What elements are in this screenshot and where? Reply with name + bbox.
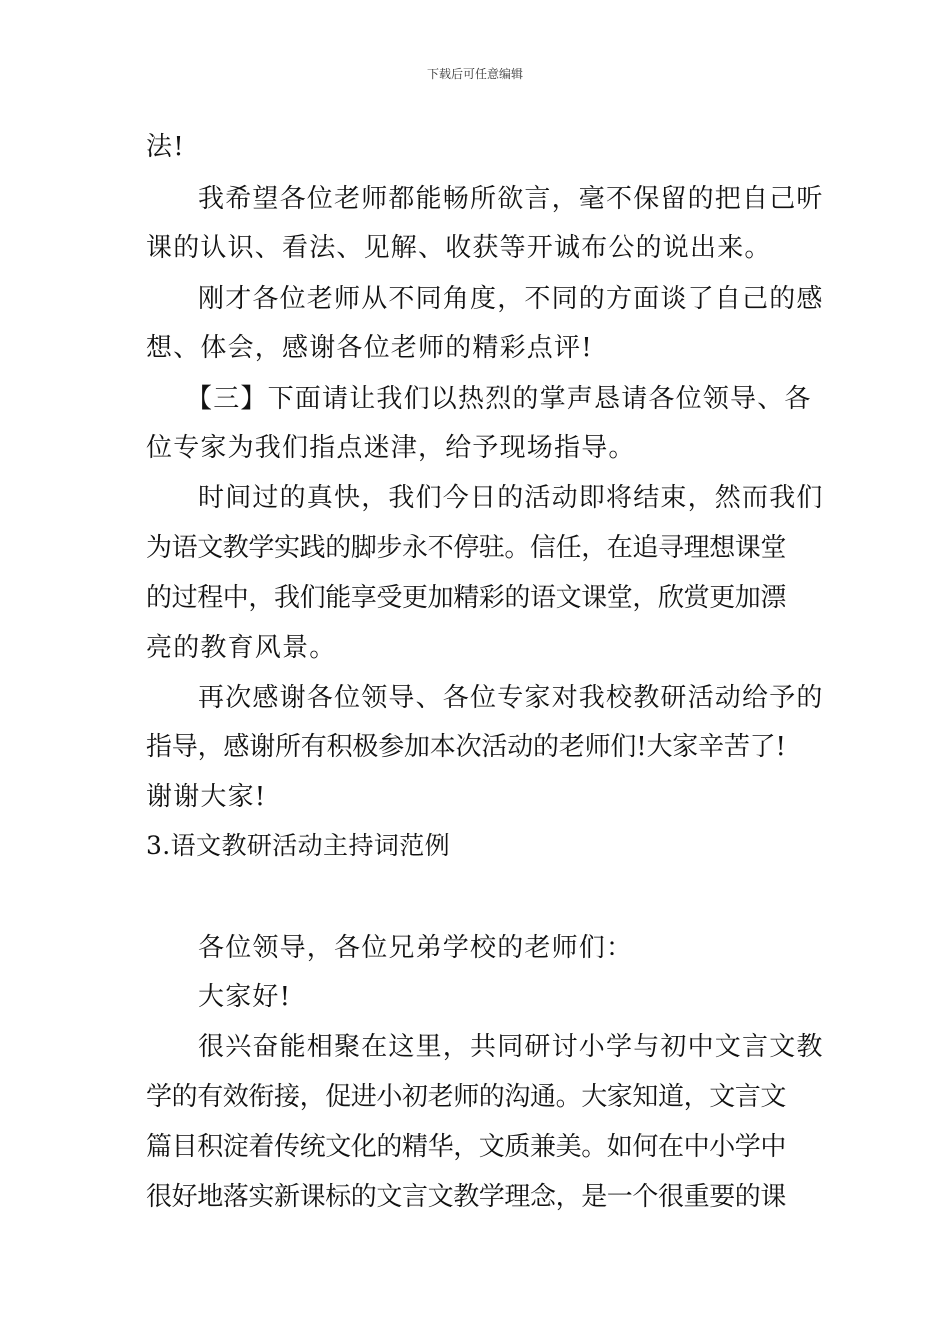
text-line: 亮的教育风景。	[146, 633, 337, 663]
text-line: 大家好!	[198, 982, 292, 1012]
text-line: 的过程中，我们能享受更加精彩的语文课堂，欣赏更加漂	[146, 583, 787, 613]
text-line: 很兴奋能相聚在这里，共同研讨小学与初中文言文教	[198, 1032, 824, 1062]
text-line: 篇目积淀着传统文化的精华，文质兼美。如何在中小学中	[146, 1132, 787, 1162]
text-line: 很好地落实新课标的文言文教学理念，是一个很重要的课	[146, 1182, 787, 1212]
text-line: 想、体会，感谢各位老师的精彩点评!	[146, 333, 593, 363]
text-line: 刚才各位老师从不同角度，不同的方面谈了自己的感	[198, 284, 824, 314]
text-line: 我希望各位老师都能畅所欲言，毫不保留的把自己听	[198, 184, 824, 214]
text-line: 再次感谢各位领导、各位专家对我校教研活动给予的	[198, 683, 824, 713]
text-line: 各位领导，各位兄弟学校的老师们：	[198, 933, 634, 963]
section-heading: 3.语文教研活动主持词范例	[146, 831, 451, 860]
text-line: 学的有效衔接，促进小初老师的沟通。大家知道，文言文	[146, 1082, 787, 1112]
text-line: 指导，感谢所有积极参加本次活动的老师们!大家辛苦了!	[146, 732, 786, 762]
page-header-note: 下载后可任意编辑	[426, 67, 523, 81]
text-line: 时间过的真快，我们今日的活动即将结束，然而我们	[198, 483, 824, 513]
text-line: 为语文教学实践的脚步永不停驻。信任，在追寻理想课堂	[146, 533, 787, 563]
text-line: 法!	[146, 132, 185, 162]
text-line: 谢谢大家!	[146, 782, 267, 812]
text-line: 【三】下面请让我们以热烈的掌声恳请各位领导、各	[186, 384, 812, 414]
text-line: 课的认识、看法、见解、收获等开诚布公的说出来。	[146, 233, 772, 263]
text-line: 位专家为我们指点迷津，给予现场指导。	[146, 433, 636, 463]
